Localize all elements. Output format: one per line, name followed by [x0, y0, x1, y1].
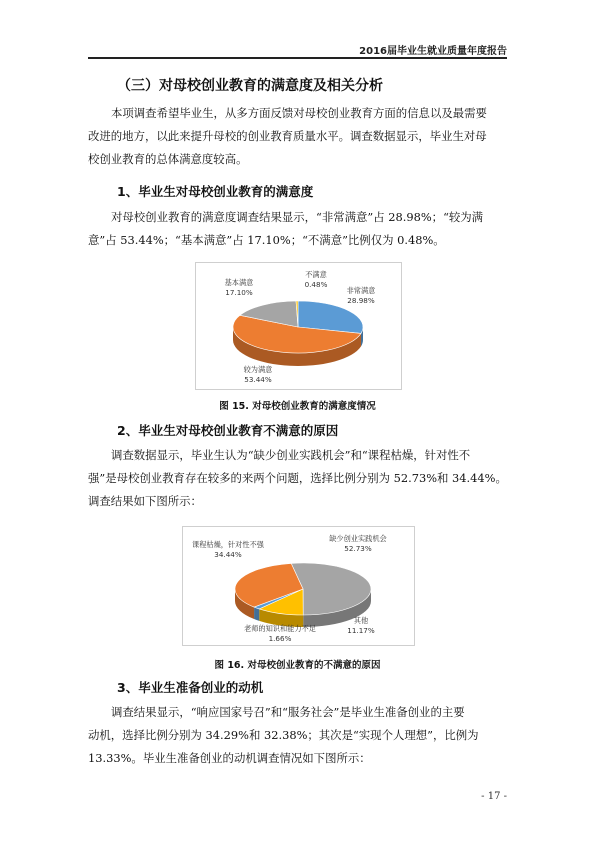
- pie2-value-lack-practice: 52.73%: [344, 544, 372, 553]
- pie1-value-fairly-satisfied: 53.44%: [244, 375, 272, 384]
- pie1-label-dissatisfied: 不满意: [305, 270, 327, 279]
- satisfaction-line-1: 对母校创业教育的满意度调查结果显示，“非常满意”占 28.98%；“较为满: [111, 210, 484, 224]
- satisfaction-pie-chart: [196, 263, 401, 389]
- dissatisfaction-line-2: 强”是母校创业教育存在较多的来两个问题，选择比例分别为 52.73%和 34.44%。: [88, 471, 507, 485]
- dissatisfaction-reasons-pie-chart: [183, 527, 414, 645]
- pie2-value-boring-courses: 34.44%: [214, 550, 242, 559]
- figure-16-chart: [182, 526, 415, 646]
- pie2-slice-side-2-0: [254, 607, 259, 621]
- pie2-label-boring-courses: 课程枯燥，针对性不强: [192, 540, 264, 549]
- subheading-dissatisfaction: 2、毕业生对母校创业教育不满意的原因: [117, 423, 339, 438]
- pie2-label-other: 其他: [353, 616, 369, 625]
- intro-line-1: 本项调查希望毕业生，从多方面反馈对母校创业教育方面的信息以及最需要: [111, 106, 487, 120]
- pie1-label-basically-satisfied: 基本满意: [224, 278, 254, 287]
- section-heading: （三）对母校创业教育的满意度及相关分析: [117, 78, 383, 94]
- motivation-line-1: 调查结果显示，“响应国家号召”和“服务社会”是毕业生准备创业的主要: [111, 705, 465, 719]
- pie1-value-dissatisfied: 0.48%: [304, 280, 328, 289]
- motivation-line-2: 动机，选择比例分别为 34.29%和 32.38%；其次是“实现个人理想”，比例为: [88, 728, 479, 742]
- pie2-value-other: 11.17%: [347, 626, 375, 635]
- subheading-motivation: 3、毕业生准备创业的动机: [117, 680, 264, 695]
- figure-16-caption: 图 16. 对母校创业教育的不满意的原因: [214, 660, 381, 671]
- report-header-title: 2016届毕业生就业质量年度报告: [359, 46, 507, 57]
- pie1-value-very-satisfied: 28.98%: [347, 296, 375, 305]
- pie2-label-lack-practice: 缺少创业实践机会: [329, 534, 387, 543]
- figure-15-chart: [195, 262, 402, 390]
- intro-line-2: 改进的地方，以此来提升母校的创业教育质量水平。调查数据显示，毕业生对母: [88, 129, 487, 143]
- pie1-label-very-satisfied: 非常满意: [346, 286, 376, 295]
- dissatisfaction-line-1: 调查数据显示，毕业生认为“缺少创业实践机会”和“课程枯燥，针对性不: [111, 448, 471, 462]
- subheading-satisfaction: 1、毕业生对母校创业教育的满意度: [117, 184, 314, 199]
- motivation-paragraph: [88, 701, 507, 770]
- intro-line-3: 校创业教育的总体满意度较高。: [88, 152, 248, 166]
- page-number: - 17 -: [481, 791, 507, 802]
- pie1-label-fairly-satisfied: 较为满意: [243, 365, 273, 374]
- dissatisfaction-paragraph: [88, 444, 507, 513]
- satisfaction-line-2: 意”占 53.44%；“基本满意”占 17.10%；“不满意”比例仅为 0.48%。: [88, 233, 445, 247]
- header-rule: [88, 57, 507, 59]
- pie2-label-teacher-ability: 老师的知识和能力不足: [244, 624, 316, 633]
- intro-paragraph: [88, 102, 507, 171]
- pie2-value-teacher-ability: 1.66%: [268, 634, 292, 643]
- figure-15-caption: 图 15. 对母校创业教育的满意度情况: [219, 401, 376, 412]
- dissatisfaction-line-3: 调查结果如下图所示：: [88, 494, 202, 508]
- satisfaction-paragraph: [88, 206, 507, 252]
- motivation-line-3: 13.33%。毕业生准备创业的动机调查情况如下图所示：: [88, 751, 371, 765]
- pie1-value-basically-satisfied: 17.10%: [225, 288, 253, 297]
